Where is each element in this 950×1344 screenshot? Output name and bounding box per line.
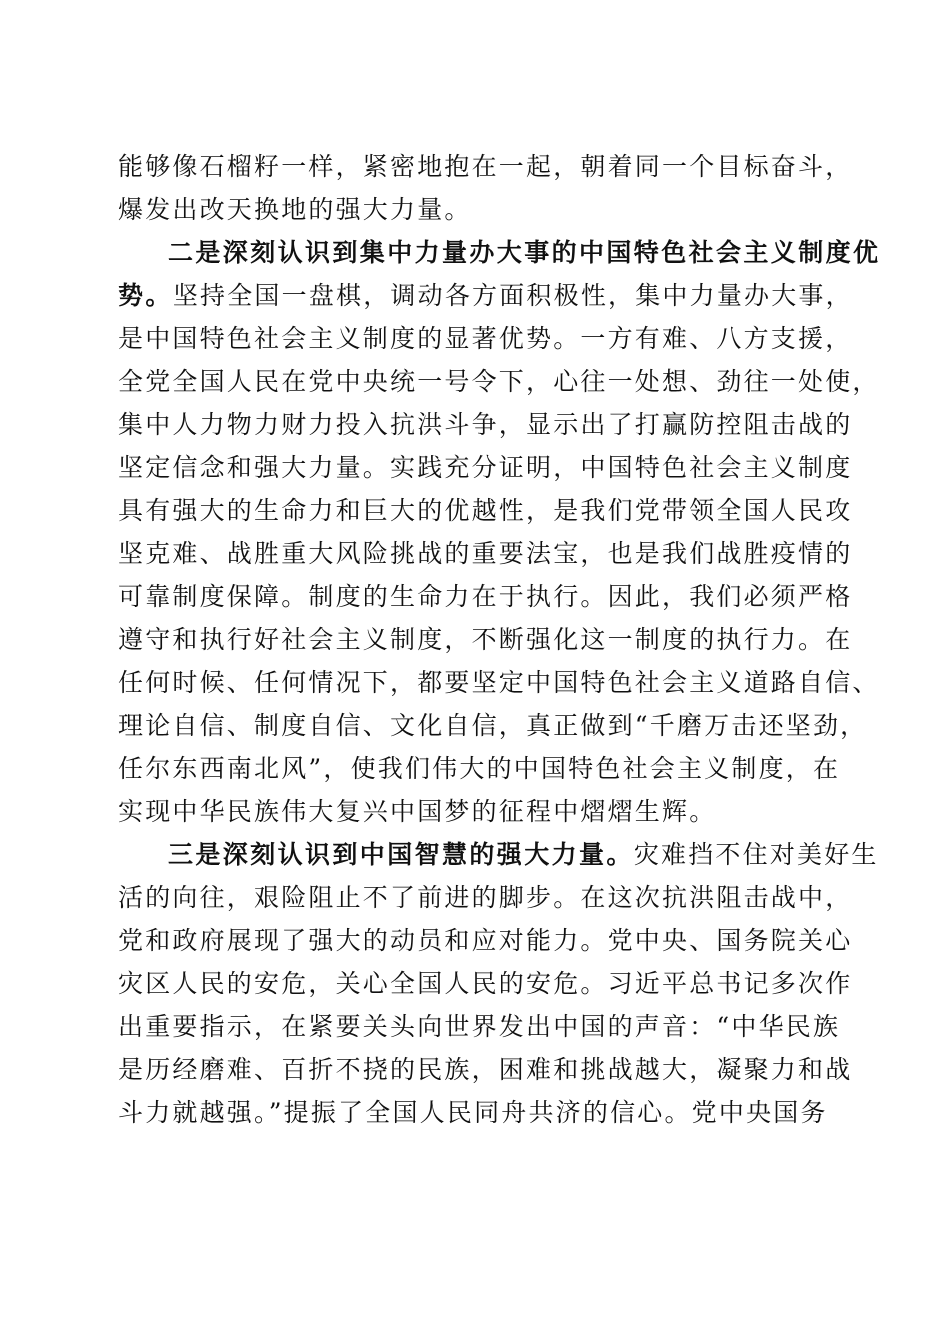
paragraph-2-line-12	[118, 711, 867, 741]
text-run: 是中国特色社会主义制度的显著优势。一方有难、八方支援，	[118, 324, 853, 353]
paragraph-3-heading: 三是深刻认识到中国智慧的强大力量。	[168, 840, 634, 869]
text-run: 斗力就越强。”提振了全国人民同舟共济的信心。党中央国务	[118, 1098, 828, 1127]
paragraph-3-line-5	[118, 1012, 840, 1042]
paragraph-2-line-4	[118, 367, 880, 397]
paragraph-2-heading: 二是深刻认识到集中力量办大事的中国特色社会主义制度优	[168, 238, 881, 267]
paragraph-3-line-3	[118, 926, 852, 956]
text-run: 能够像石榴籽一样，紧密地抱在一起，朝着同一个目标奋斗，	[118, 152, 853, 181]
text-run: 理论自信、制度自信、文化自信，真正做到“千磨万击还坚劲，	[118, 711, 868, 740]
text-run: 坚持全国一盘棋，调动各方面积极性，集中力量办大事，	[172, 281, 853, 310]
text-run: 坚克难、战胜重大风险挑战的重要法宝，也是我们战胜疫情的	[118, 539, 853, 568]
paragraph-3-line-1	[168, 840, 879, 870]
paragraph-2-line-7	[118, 496, 852, 526]
text-run: 爆发出改天换地的强大力量。	[118, 195, 472, 224]
text-run: 党和政府展现了强大的动员和应对能力。党中央、国务院关心	[118, 926, 853, 955]
text-run: 坚定信念和强大力量。实践充分证明，中国特色社会主义制度	[118, 453, 853, 482]
paragraph-2-line-13	[118, 754, 840, 784]
text-run: 遵守和执行好社会主义制度，不断强化这一制度的执行力。在	[118, 625, 853, 654]
text-run: 是历经磨难、百折不挠的民族，困难和挑战越大，凝聚力和战	[118, 1055, 853, 1084]
paragraph-3-line-7	[118, 1098, 828, 1128]
paragraph-2-line-9	[118, 582, 852, 612]
text-run: 灾区人民的安危，关心全国人民的安危。习近平总书记多次作	[118, 969, 853, 998]
paragraph-2-line-14	[118, 797, 716, 827]
text-run: 可靠制度保障。制度的生命力在于执行。因此，我们必须严格	[118, 582, 853, 611]
text-run: 灾难挡不住对美好生	[633, 840, 879, 869]
text-run: 出重要指示，在紧要关头向世界发出中国的声音：“中华民族	[118, 1012, 841, 1041]
paragraph-2-line-10	[118, 625, 852, 655]
paragraph-1-line-2	[118, 195, 472, 225]
paragraph-3-line-6	[118, 1055, 852, 1085]
paragraph-2-line-2	[118, 281, 853, 311]
text-run: 全党全国人民在党中央统一号令下，心往一处想、劲往一处使，	[118, 367, 880, 396]
text-run: 实现中华民族伟大复兴中国梦的征程中熠熠生辉。	[118, 797, 717, 826]
text-run: 任何时候、任何情况下，都要坚定中国特色社会主义道路自信、	[118, 668, 880, 697]
text-run: 活的向往，艰险阻止不了前进的脚步。在这次抗洪阻击战中，	[118, 883, 853, 912]
text-run: 集中人力物力财力投入抗洪斗争，显示出了打赢防控阻击战的	[118, 410, 853, 439]
paragraph-2-heading-end: 势。	[118, 281, 173, 310]
text-run: 任尔东西南北风”，使我们伟大的中国特色社会主义制度，在	[118, 754, 841, 783]
paragraph-1-line-1	[118, 152, 852, 182]
paragraph-2-line-11	[118, 668, 880, 698]
text-run: 具有强大的生命力和巨大的优越性，是我们党带领全国人民攻	[118, 496, 853, 525]
paragraph-2-line-5	[118, 410, 852, 440]
paragraph-2-line-3	[118, 324, 852, 354]
paragraph-2-line-8	[118, 539, 852, 569]
paragraph-3-line-4	[118, 969, 852, 999]
paragraph-2-line-6	[118, 453, 852, 483]
paragraph-3-line-2	[118, 883, 852, 913]
paragraph-2-line-1	[168, 238, 880, 268]
